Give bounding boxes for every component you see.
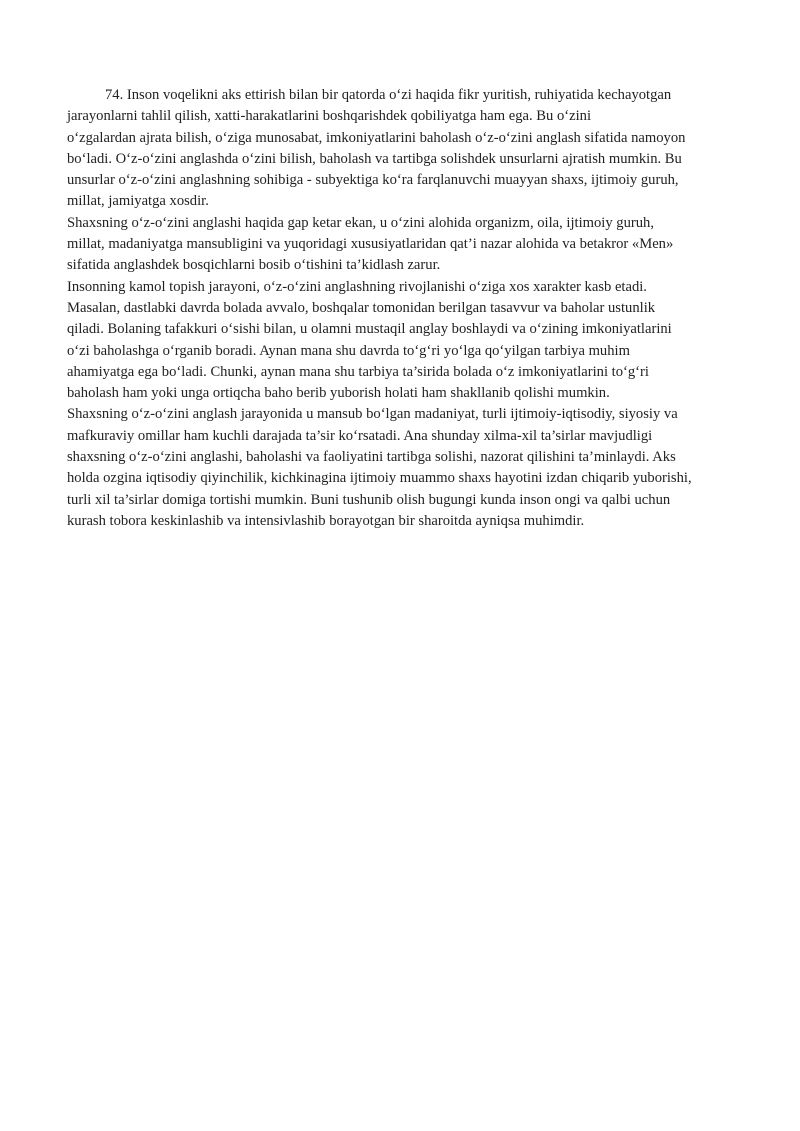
paragraph-1: 74. Inson voqelikni aks ettirish bilan bir qatorda o‘zi haqida fikr yuritish, ruhiyatida kechayotgan jarayonlarni tahlil qilish, xatti-harakatlarini boshqarishdek qobiliyatga ham ega. Bu o‘zini o‘zgalardan ajrata bilish, o‘ziga munosabat, imkoniyatlarini baholash o‘z-o‘zini anglash sifatida namoyon bo‘ladi. O‘z-o‘zini anglashda o‘zini bilish, baholash va tartibga solishdek unsurlarni ajratish mumkin. Bu unsurlar o‘z-o‘zini anglashning sohibiga - subyektiga ko‘ra farqlanuvchi muayyan shaxs, ijtimoiy guruh, millat, jamiyatga xosdir. [67, 87, 686, 210]
paragraph-4: Shaxsning o‘z-o‘zini anglash jarayonida u mansub bo‘lgan madaniyat, turli ijtimoiy-iqtisodiy, siyosiy va mafkuraviy omillar ham kuchli darajada ta’sir ko‘rsatadi. Ana shunday xilma-xil ta’sirlar mavjudligi shaxsning o‘z-o‘zini anglashi, baholashi va faoliyatini tartibga solishi, nazorat qilishini ta’minlaydi. Aks holda ozgina iqtisodiy qiyinchilik, kichkinagina ijtimoiy muammo shaxs hayotini izdan chiqarib yuborishi, turli xil ta’sirlar domiga tortishi mumkin. Buni tushunib olish bugungi kunda inson ongi va qalbi uchun kurash tobora keskinlashib va intensivlashib borayotgan bir sharoitda ayniqsa muhimdir. [67, 406, 692, 529]
paragraph-2: Shaxsning o‘z-o‘zini anglashi haqida gap ketar ekan, u o‘zini alohida organizm, oila, ijtimoiy guruh, millat, madaniyatga mansubligini va yuqoridagi xususiyatlaridan qat’i nazar alohida va betakror «Men» sifatida anglashdek bosqichlarni bosib o‘tishini ta’kidlash zarur. [67, 214, 674, 274]
paragraph-3: Insonning kamol topish jarayoni, o‘z-o‘zini anglashning rivojlanishi o‘ziga xos xarakter kasb etadi. Masalan, dastlabki davrda bolada avvalo, boshqalar tomonidan berilgan tasavvur va baholar ustunlik qiladi. Bolaning tafakkuri o‘sishi bilan, u olamni mustaqil anglay boshlaydi va o‘zining imkoniyatlarini o‘zi baholashga o‘rganib boradi. Aynan mana shu davrda to‘g‘ri yo‘lga qo‘yilgan tarbiya muhim ahamiyatga ega bo‘ladi. Chunki, aynan mana shu tarbiya ta’sirida bolada o‘z imkoniyatlarini to‘g‘ri baholash ham yoki unga ortiqcha baho berib yuborish holati ham shakllanib qolishi mumkin. [67, 278, 672, 402]
body-text [67, 85, 762, 532]
